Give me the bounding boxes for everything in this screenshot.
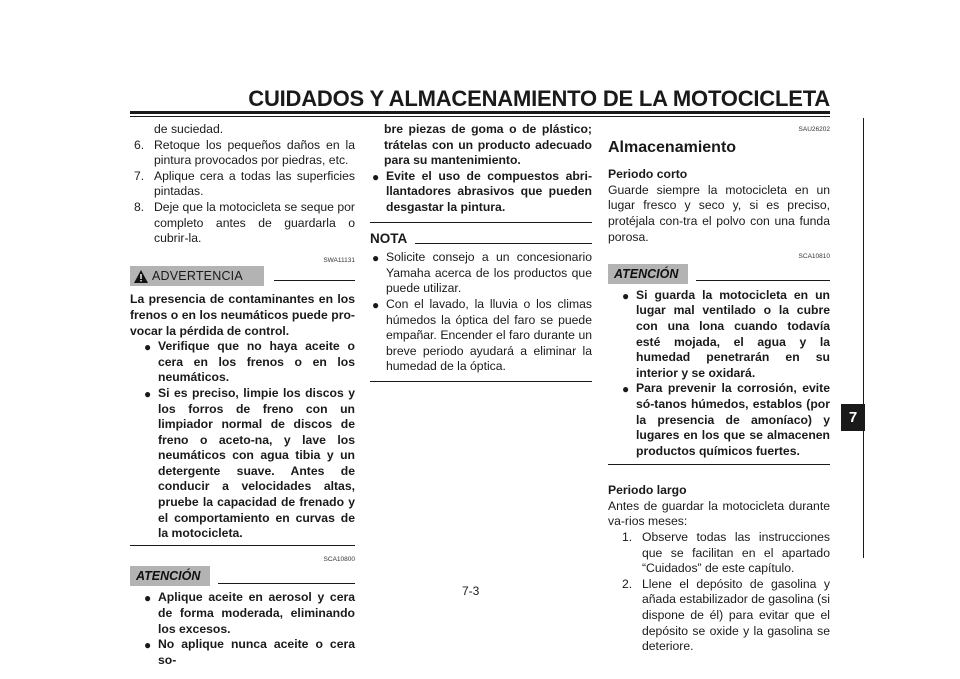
- list-item: 6. Retoque los pequeños daños en la pintura provocados por piedras, etc.: [134, 137, 355, 168]
- subheading-long: Periodo largo: [608, 483, 687, 498]
- warning-rule: [274, 280, 355, 281]
- warning-intro: La presencia de contaminantes en los frenos o en los neumáticos puede pro-vocar la pérdida de control.: [130, 292, 355, 338]
- list-item: ● Verifique que no haya aceite o cera en los frenos o en los neumáticos.: [144, 339, 355, 385]
- list-item: 8. Deje que la motocicleta se seque por completo antes de guardarla o cubrir-la.: [134, 199, 355, 246]
- caution-end-rule: [608, 464, 830, 465]
- nota-header: [370, 231, 592, 247]
- bullet-icon: ●: [144, 638, 152, 653]
- section-code: SAU26202: [798, 126, 830, 133]
- bullet-icon: ●: [372, 297, 380, 312]
- list-item: ● Evite el uso de compuestos abri-llantadores abrasivos que pueden desgastar la pintura.: [372, 168, 592, 214]
- warning-end-rule: [130, 545, 355, 546]
- list-item: 7. Aplique cera a todas las superficies pintadas.: [134, 168, 355, 199]
- nota-end-rule: [370, 381, 592, 382]
- caution-code: SCA10800: [323, 555, 355, 563]
- long-intro: Antes de guardar la motocicleta durante va-rios meses:: [608, 498, 830, 529]
- caution-header: [608, 264, 830, 284]
- list-item: ● Solicite consejo a un concesionario Yamaha acerca de los productos que puede utilizar.: [372, 250, 592, 296]
- title-rule: [130, 111, 830, 114]
- caution-header: [130, 566, 355, 586]
- bullet-icon: ●: [144, 386, 152, 401]
- page-title: CUIDADOS Y ALMACENAMIENTO DE LA MOTOCICLETA: [248, 86, 830, 111]
- title-rule-thin: [130, 116, 830, 117]
- bullet-icon: ●: [372, 169, 380, 184]
- list-item: ● No aplique nunca aceite o cera so-: [144, 637, 355, 667]
- bullet-icon: ●: [144, 340, 152, 355]
- bullet-icon: ●: [622, 288, 630, 303]
- continued-text: bre piezas de goma o de plástico; trátelas con un producto adecuado para su mantenimiento.: [384, 122, 592, 168]
- warning-badge: ADVERTENCIA: [130, 266, 264, 286]
- list-item: ● Si es preciso, limpie los discos y los forros de freno con un limpiador normal de discos de freno o aceto-na, y lave los neumáticos con agua tibia y un detergente suave. Antes de conducir a velocidades altas, pruebe la capacidad de frenado y el comportamiento en curvas de la motocicleta.: [144, 385, 355, 541]
- bullet-icon: ●: [622, 382, 630, 397]
- bullet-icon: ●: [144, 591, 152, 606]
- continued-text: de suciedad.: [154, 122, 224, 136]
- caution-badge: ATENCIÓN: [608, 264, 688, 284]
- list-item: ● Si guarda la motocicleta en un lugar mal ventilado o la cubre con una lona cuando todavía esté mojada, el agua y la humedad penetrarán en su interior y se oxidará.: [622, 287, 830, 380]
- caution-end-rule: [370, 222, 592, 223]
- caution-rule: [218, 583, 355, 584]
- caution-badge: ATENCIÓN: [130, 566, 210, 586]
- short-text: Guarde siempre la motocicleta en un lugar fresco y seco y, si es preciso, protéjala con-tra el polvo con una funda porosa.: [608, 182, 830, 244]
- column-1: [130, 122, 355, 668]
- warning-code: SWA11131: [323, 256, 355, 264]
- subheading-short: Periodo corto: [608, 167, 688, 182]
- warning-triangle-icon: [134, 270, 148, 283]
- list-item: ● Aplique aceite en aerosol y cera de forma moderada, eliminando los excesos.: [144, 590, 355, 636]
- list-item: 2. Llene el depósito de gasolina y añada estabilizador de gasolina (si dispone de él) para evitar que el depósito se oxide y la gasolina se deteriore.: [622, 576, 830, 654]
- side-rule: [863, 118, 864, 558]
- section-heading: Almacenamiento: [608, 138, 737, 156]
- list-item: ● Para prevenir la corrosión, evite só-tanos húmedos, establos (por la presencia de amoníaco) y lugares en los que se almacenen productos químicos fuertes.: [622, 381, 830, 458]
- warning-header: [130, 266, 355, 286]
- column-2: [370, 122, 592, 382]
- caution-code: SCA10810: [798, 253, 830, 261]
- list-item: 1. Observe todas las instrucciones que se facilitan en el apartado “Cuidados” de este capítulo.: [622, 530, 830, 576]
- caution-rule: [696, 280, 830, 281]
- chapter-tab: 7: [841, 404, 865, 431]
- bullet-icon: ●: [372, 251, 380, 266]
- page-number: 7-3: [462, 584, 480, 598]
- list-item: ● Con el lavado, la lluvia o los climas húmedos la óptica del faro se puede empañar. Encender el faro durante un breve periodo ayudará a eliminar la humedad de la óptica.: [372, 296, 592, 374]
- nota-label: NOTA: [370, 230, 408, 246]
- column-3: [608, 122, 830, 655]
- nota-rule: [415, 243, 592, 244]
